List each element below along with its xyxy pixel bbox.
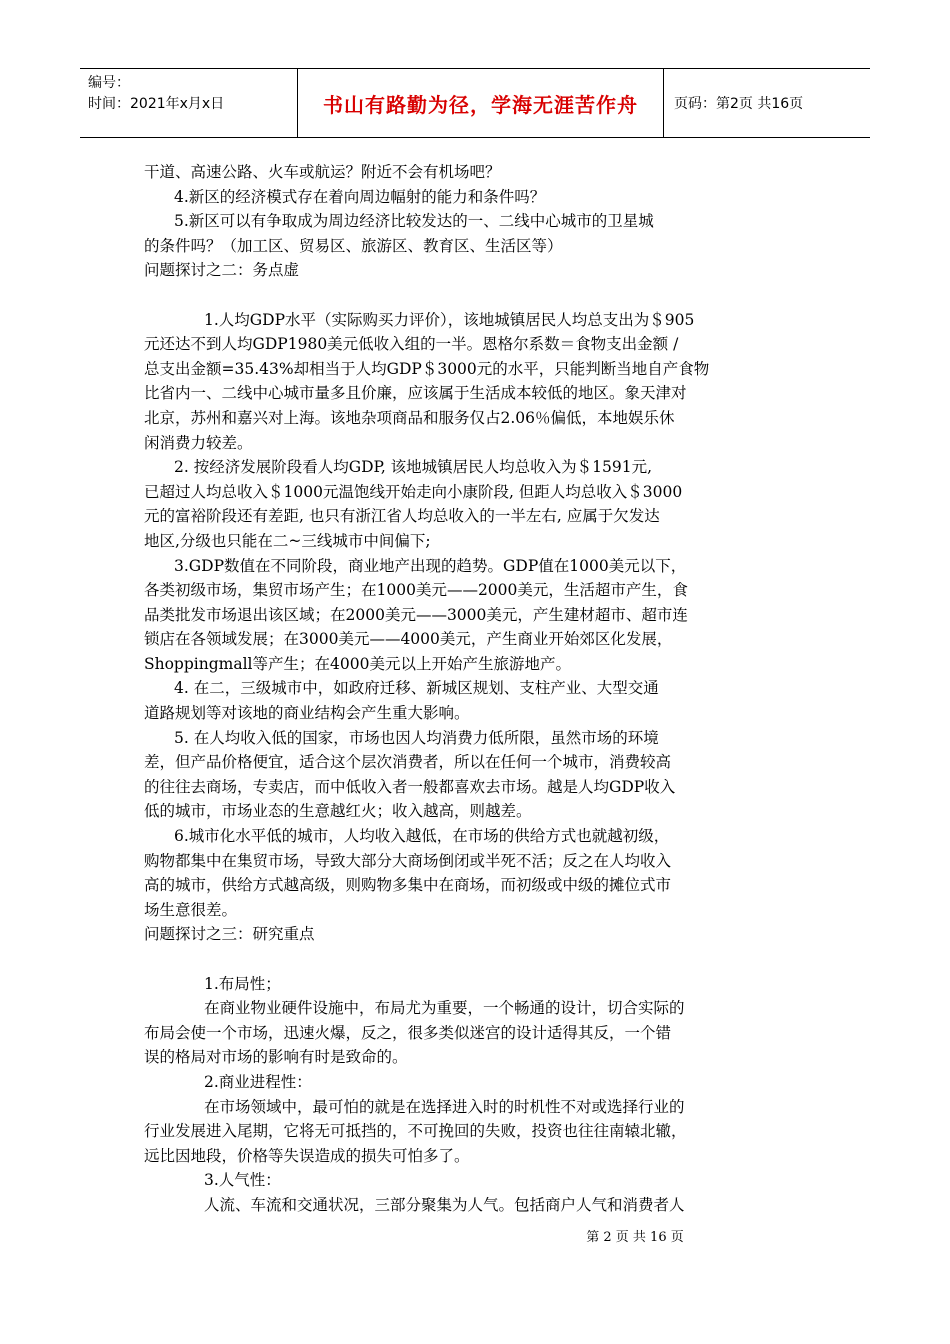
header-motto: 书山有路勤为径，学海无涯苦作舟 bbox=[298, 69, 664, 137]
text-line: 布局会使一个市场，迅速火爆，反之，很多类似迷宫的设计适得其反，一个错 bbox=[144, 1023, 672, 1042]
text-line: 5. 在人均收入低的国家，市场也因人均消费力低所限，虽然市场的环境 bbox=[174, 728, 659, 747]
page-footer: 第 2 页 共 16 页 bbox=[586, 1230, 684, 1245]
text-line: 场生意很差。 bbox=[144, 900, 238, 919]
text-line: 问题探讨之二：务点虚 bbox=[144, 261, 300, 280]
text-line: 高的城市，供给方式越高级，则购物多集中在商场，而初级或中级的摊位式市 bbox=[144, 876, 672, 895]
text-line: 问题探讨之三：研究重点 bbox=[144, 925, 315, 944]
text-line: 元还达不到人均GDP1980美元低收入组的一半。恩格尔系数＝食物支出金额 / bbox=[144, 335, 679, 354]
text-line: 比省内一、二线中心城市量多且价廉，应该属于生活成本较低的地区。象天津对 bbox=[144, 384, 687, 403]
document-number: 编号： bbox=[88, 75, 130, 91]
header-page-number: 页码：第2页 共16页 bbox=[674, 96, 804, 112]
text-line: 干道、高速公路、火车或航运？附近不会有机场吧？ bbox=[144, 163, 501, 181]
text-line: 行业发展进入尾期，它将无可抵挡的，不可挽回的失败，投资也往往南辕北辙， bbox=[144, 1122, 687, 1141]
page-header bbox=[80, 68, 870, 138]
text-line: 2. 按经济发展阶段看人均GDP, 该地城镇居民人均总收入为＄1591元, bbox=[174, 458, 653, 477]
text-line: 元的富裕阶段还有差距, 也只有浙江省人均总收入的一半左右, 应属于欠发达 bbox=[144, 507, 660, 526]
text-line: 已超过人均总收入＄1000元温饱线开始走向小康阶段, 但距人均总收入＄3000 bbox=[144, 482, 683, 501]
document-body bbox=[144, 160, 809, 1218]
text-line: 4.新区的经济模式存在着向周边幅射的能力和条件吗？ bbox=[174, 187, 546, 206]
text-line: 4. 在二，三级城市中，如政府迁移、新城区规划、支柱产业、大型交通 bbox=[174, 679, 659, 698]
blank-line bbox=[144, 283, 809, 308]
text-line: 人流、车流和交通状况，三部分聚集为人气。包括商户人气和消费者人 bbox=[204, 1195, 685, 1214]
text-line: 在商业物业硬件设施中，布局尤为重要，一个畅通的设计，切合实际的 bbox=[204, 999, 685, 1018]
text-line: 品类批发市场退出该区域；在2000美元——3000美元，产生建材超市、超市连 bbox=[144, 605, 688, 624]
text-line: 锁店在各领域发展；在3000美元——4000美元，产生商业开始郊区化发展， bbox=[144, 630, 673, 649]
text-line: 闲消费力较差。 bbox=[144, 433, 253, 452]
document-date: 时间：2021年x月x日 bbox=[88, 96, 225, 112]
text-line: 1.人均GDP水平（实际购买力评价），该地城镇居民人均总支出为＄905 bbox=[204, 310, 695, 329]
header-meta bbox=[80, 69, 298, 137]
text-line: 差，但产品价格便宜，适合这个层次消费者，所以在任何一个城市，消费较高 bbox=[144, 753, 672, 772]
text-line: 5.新区可以有争取成为周边经济比较发达的一、二线中心城市的卫星城 bbox=[174, 212, 654, 231]
text-line: 3.人气性： bbox=[204, 1171, 281, 1190]
text-line: 北京，苏州和嘉兴对上海。该地杂项商品和服务仅占2.06％偏低，本地娱乐休 bbox=[144, 408, 675, 427]
text-line: Shoppingmall等产生；在4000美元以上开始产生旅游地产。 bbox=[144, 654, 571, 673]
text-line: 1.布局性； bbox=[204, 974, 281, 993]
text-line: 总支出金额=35.43%却相当于人均GDP＄3000元的水平，只能判断当地自产食物 bbox=[144, 359, 710, 378]
text-line: 的往往去商场，专卖店，而中低收入者一般都喜欢去市场。越是人均GDP收入 bbox=[144, 777, 676, 796]
text-line: 地区,分级也只能在二~三线城市中间偏下; bbox=[144, 531, 431, 550]
text-line: 低的城市，市场业态的生意越红火；收入越高，则越差。 bbox=[144, 802, 532, 821]
text-line: 误的格局对市场的影响有时是致命的。 bbox=[144, 1048, 408, 1067]
text-line: 6.城市化水平低的城市，人均收入越低，在市场的供给方式也就越初级， bbox=[174, 827, 670, 846]
text-line: 各类初级市场，集贸市场产生；在1000美元——2000美元，生活超市产生，食 bbox=[144, 581, 688, 600]
text-line: 道路规划等对该地的商业结构会产生重大影响。 bbox=[144, 704, 470, 723]
text-line: 远比因地段，价格等失误造成的损失可怕多了。 bbox=[144, 1146, 470, 1165]
blank-line bbox=[144, 947, 809, 972]
text-line: 的条件吗？（加工区、贸易区、旅游区、教育区、生活区等） bbox=[144, 236, 563, 255]
text-line: 3.GDP数值在不同阶段，商业地产出现的趋势。GDP值在1000美元以下， bbox=[174, 556, 687, 575]
text-line: 2.商业进程性： bbox=[204, 1072, 312, 1091]
text-line: 在市场领域中，最可怕的就是在选择进入时的时机性不对或选择行业的 bbox=[204, 1097, 685, 1116]
text-line: 购物都集中在集贸市场，导致大部分大商场倒闭或半死不活；反之在人均收入 bbox=[144, 851, 672, 870]
